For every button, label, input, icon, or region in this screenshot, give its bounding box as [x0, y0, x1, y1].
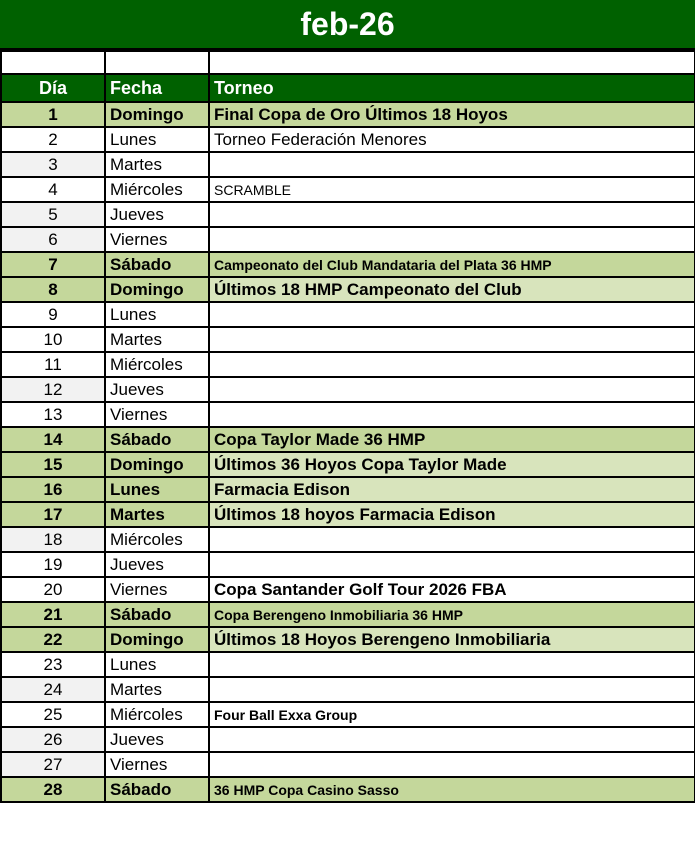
table-row: [1, 452, 695, 477]
dia-cell[interactable]: 17: [1, 502, 105, 527]
torneo-cell[interactable]: Final Copa de Oro Últimos 18 Hoyos: [209, 102, 695, 127]
table-row: [1, 752, 695, 777]
dia-cell[interactable]: 13: [1, 402, 105, 427]
fecha-cell[interactable]: Sábado: [105, 252, 209, 277]
torneo-cell[interactable]: [209, 652, 695, 677]
table-row: [1, 202, 695, 227]
dia-cell[interactable]: 10: [1, 327, 105, 352]
column-header-row: [1, 74, 695, 102]
table-row: [1, 427, 695, 452]
table-row: [1, 277, 695, 302]
fecha-cell[interactable]: Domingo: [105, 277, 209, 302]
torneo-cell[interactable]: Copa Santander Golf Tour 2026 FBA: [209, 577, 695, 602]
torneo-cell[interactable]: Copa Berengeno Inmobiliaria 36 HMP: [209, 602, 695, 627]
fecha-cell[interactable]: Sábado: [105, 777, 209, 802]
fecha-cell[interactable]: Martes: [105, 152, 209, 177]
tournament-table: [0, 50, 695, 803]
table-row: [1, 527, 695, 552]
torneo-cell[interactable]: [209, 202, 695, 227]
table-row: [1, 352, 695, 377]
torneo-cell[interactable]: Últimos 18 hoyos Farmacia Edison: [209, 502, 695, 527]
table-row: [1, 327, 695, 352]
torneo-cell[interactable]: Four Ball Exxa Group: [209, 702, 695, 727]
dia-cell[interactable]: 20: [1, 577, 105, 602]
table-row: [1, 302, 695, 327]
dia-cell[interactable]: 7: [1, 252, 105, 277]
dia-cell[interactable]: 9: [1, 302, 105, 327]
torneo-cell[interactable]: [209, 527, 695, 552]
table-row: [1, 177, 695, 202]
fecha-cell[interactable]: Jueves: [105, 202, 209, 227]
fecha-cell[interactable]: Miércoles: [105, 177, 209, 202]
table-row: [1, 552, 695, 577]
fecha-cell[interactable]: Domingo: [105, 102, 209, 127]
fecha-cell[interactable]: Viernes: [105, 577, 209, 602]
dia-cell[interactable]: 22: [1, 627, 105, 652]
fecha-cell[interactable]: Sábado: [105, 427, 209, 452]
dia-cell[interactable]: 26: [1, 727, 105, 752]
table-row: [1, 652, 695, 677]
torneo-cell[interactable]: [209, 152, 695, 177]
dia-cell[interactable]: 21: [1, 602, 105, 627]
fecha-cell[interactable]: Domingo: [105, 452, 209, 477]
dia-cell[interactable]: 15: [1, 452, 105, 477]
month-title[interactable]: feb-26: [0, 0, 695, 50]
table-row: [1, 627, 695, 652]
dia-cell[interactable]: 12: [1, 377, 105, 402]
fecha-cell[interactable]: Viernes: [105, 227, 209, 252]
fecha-cell[interactable]: Sábado: [105, 602, 209, 627]
blank-cell[interactable]: [209, 51, 695, 74]
table-row: [1, 502, 695, 527]
dia-cell[interactable]: 25: [1, 702, 105, 727]
torneo-cell[interactable]: SCRAMBLE: [209, 177, 695, 202]
fecha-cell[interactable]: Jueves: [105, 552, 209, 577]
header-torneo[interactable]: Torneo: [209, 74, 695, 102]
fecha-cell[interactable]: Viernes: [105, 752, 209, 777]
fecha-cell[interactable]: Lunes: [105, 127, 209, 152]
fecha-cell[interactable]: Jueves: [105, 377, 209, 402]
table-row: [1, 777, 695, 802]
fecha-cell[interactable]: Miércoles: [105, 702, 209, 727]
dia-cell[interactable]: 2: [1, 127, 105, 152]
table-row: [1, 702, 695, 727]
dia-cell[interactable]: 27: [1, 752, 105, 777]
dia-cell[interactable]: 23: [1, 652, 105, 677]
dia-cell[interactable]: 4: [1, 177, 105, 202]
fecha-cell[interactable]: Miércoles: [105, 527, 209, 552]
table-row: [1, 477, 695, 502]
blank-cell[interactable]: [1, 51, 105, 74]
torneo-cell[interactable]: [209, 677, 695, 702]
table-row: [1, 727, 695, 752]
torneo-cell[interactable]: [209, 352, 695, 377]
torneo-cell[interactable]: [209, 327, 695, 352]
torneo-cell[interactable]: [209, 227, 695, 252]
dia-cell[interactable]: 3: [1, 152, 105, 177]
fecha-cell[interactable]: Martes: [105, 502, 209, 527]
torneo-cell[interactable]: Últimos 18 HMP Campeonato del Club: [209, 277, 695, 302]
table-row: [1, 402, 695, 427]
table-row: [1, 577, 695, 602]
torneo-cell[interactable]: Últimos 18 Hoyos Berengeno Inmobiliaria: [209, 627, 695, 652]
fecha-cell[interactable]: Martes: [105, 677, 209, 702]
torneo-cell[interactable]: [209, 727, 695, 752]
dia-cell[interactable]: 14: [1, 427, 105, 452]
fecha-cell[interactable]: Martes: [105, 327, 209, 352]
fecha-cell[interactable]: Lunes: [105, 477, 209, 502]
table-row: [1, 602, 695, 627]
table-row: [1, 102, 695, 127]
torneo-cell[interactable]: [209, 402, 695, 427]
dia-cell[interactable]: 19: [1, 552, 105, 577]
table-row: [1, 127, 695, 152]
header-dia[interactable]: Día: [1, 74, 105, 102]
table-row: [1, 152, 695, 177]
blank-row: [1, 51, 695, 74]
torneo-cell[interactable]: Farmacia Edison: [209, 477, 695, 502]
fecha-cell[interactable]: Jueves: [105, 727, 209, 752]
table-row: [1, 677, 695, 702]
dia-cell[interactable]: 28: [1, 777, 105, 802]
fecha-cell[interactable]: Domingo: [105, 627, 209, 652]
fecha-cell[interactable]: Miércoles: [105, 352, 209, 377]
torneo-cell[interactable]: Campeonato del Club Mandataria del Plata 36 HMP: [209, 252, 695, 277]
fecha-cell[interactable]: Lunes: [105, 302, 209, 327]
table-row: [1, 252, 695, 277]
torneo-cell[interactable]: [209, 377, 695, 402]
torneo-cell[interactable]: [209, 552, 695, 577]
dia-cell[interactable]: 11: [1, 352, 105, 377]
dia-cell[interactable]: 18: [1, 527, 105, 552]
torneo-cell[interactable]: [209, 302, 695, 327]
torneo-cell[interactable]: Últimos 36 Hoyos Copa Taylor Made: [209, 452, 695, 477]
dia-cell[interactable]: 24: [1, 677, 105, 702]
dia-cell[interactable]: 8: [1, 277, 105, 302]
torneo-cell[interactable]: Copa Taylor Made 36 HMP: [209, 427, 695, 452]
table-row: [1, 377, 695, 402]
fecha-cell[interactable]: Lunes: [105, 652, 209, 677]
torneo-cell[interactable]: Torneo Federación Menores: [209, 127, 695, 152]
torneo-cell[interactable]: 36 HMP Copa Casino Sasso: [209, 777, 695, 802]
table-row: [1, 227, 695, 252]
torneo-cell[interactable]: [209, 752, 695, 777]
dia-cell[interactable]: 16: [1, 477, 105, 502]
dia-cell[interactable]: 1: [1, 102, 105, 127]
fecha-cell[interactable]: Viernes: [105, 402, 209, 427]
header-fecha[interactable]: Fecha: [105, 74, 209, 102]
blank-cell[interactable]: [105, 51, 209, 74]
dia-cell[interactable]: 5: [1, 202, 105, 227]
dia-cell[interactable]: 6: [1, 227, 105, 252]
